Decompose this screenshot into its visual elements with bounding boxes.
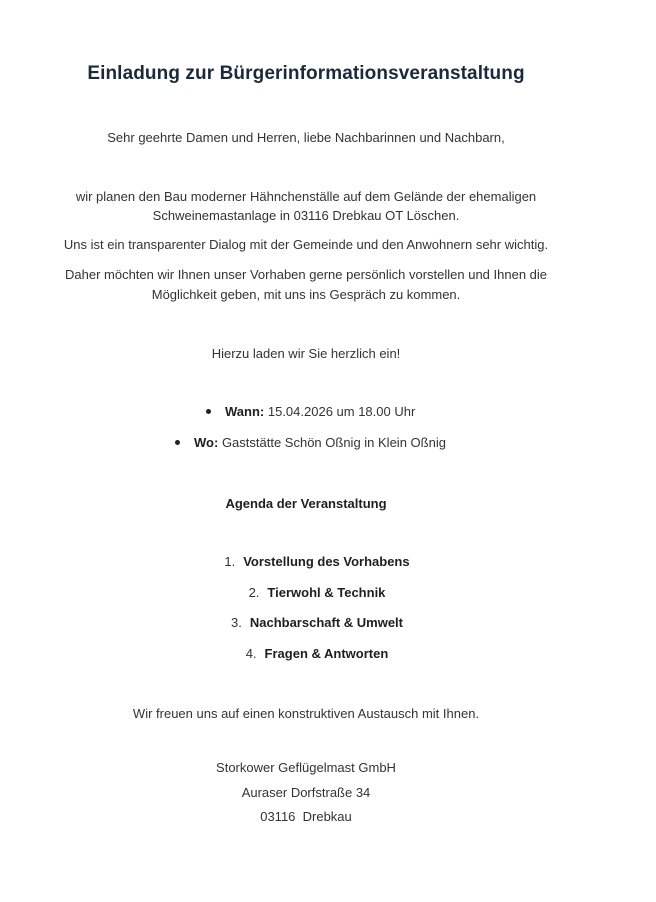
paragraph-1-line-2: Schweinemastanlage in 03116 Drebkau OT Löschen.: [152, 208, 460, 223]
agenda-item-text: Vorstellung des Vorhabens: [243, 554, 410, 569]
detail-when-value: 15.04.2026 um 18.00 Uhr: [267, 404, 416, 419]
detail-when: [206, 402, 415, 422]
agenda-item: [0, 583, 634, 603]
paragraph-3-line-2: Möglichkeit geben, mit uns ins Gespräch zu kommen.: [151, 287, 461, 302]
detail-where-label: Wo:: [194, 435, 219, 450]
invitation-line: Hierzu laden wir Sie herzlich ein!: [211, 346, 401, 361]
paragraph-2: Uns ist ein transparenter Dialog mit der Gemeinde und den Anwohnern sehr wichtig.: [63, 237, 549, 252]
agenda-item-number: 2.: [248, 585, 260, 600]
agenda-item-number: 1.: [224, 554, 236, 569]
detail-where-value: Gaststätte Schön Oßnig in Klein Oßnig: [221, 435, 446, 450]
agenda-item-text: Nachbarschaft & Umwelt: [249, 615, 403, 630]
agenda-item: [0, 644, 634, 664]
page-title: Einladung zur Bürgerinformationsveranstaltung: [87, 63, 525, 84]
paragraph-3-line-1: Daher möchten wir Ihnen unser Vorhaben gerne persönlich vorstellen und Ihnen die: [64, 267, 548, 282]
agenda-item: [0, 613, 634, 633]
closing-line: Wir freuen uns auf einen konstruktiven Austausch mit Ihnen.: [132, 706, 480, 721]
sender-city: 03116 Drebkau: [260, 809, 352, 824]
greeting: Sehr geehrte Damen und Herren, liebe Nachbarinnen und Nachbarn,: [107, 130, 505, 145]
detail-when-label: Wann:: [225, 404, 265, 419]
agenda-item-text: Fragen & Antworten: [264, 646, 389, 661]
agenda-heading: Agenda der Veranstaltung: [225, 496, 387, 511]
sender-street: Auraser Dorfstraße 34: [241, 785, 371, 800]
agenda-item-text: Tierwohl & Technik: [267, 585, 386, 600]
sender-company: Storkower Geflügelmast GmbH: [216, 760, 396, 775]
agenda-item-number: 4.: [245, 646, 257, 661]
agenda-item: [0, 552, 634, 572]
bullet-icon: [175, 440, 180, 445]
bullet-icon: [206, 409, 211, 414]
detail-where: [175, 433, 446, 453]
paragraph-1-line-1: wir planen den Bau moderner Hähnchenställe auf dem Gelände der ehemaligen: [75, 189, 537, 204]
agenda-item-number: 3.: [231, 615, 242, 630]
